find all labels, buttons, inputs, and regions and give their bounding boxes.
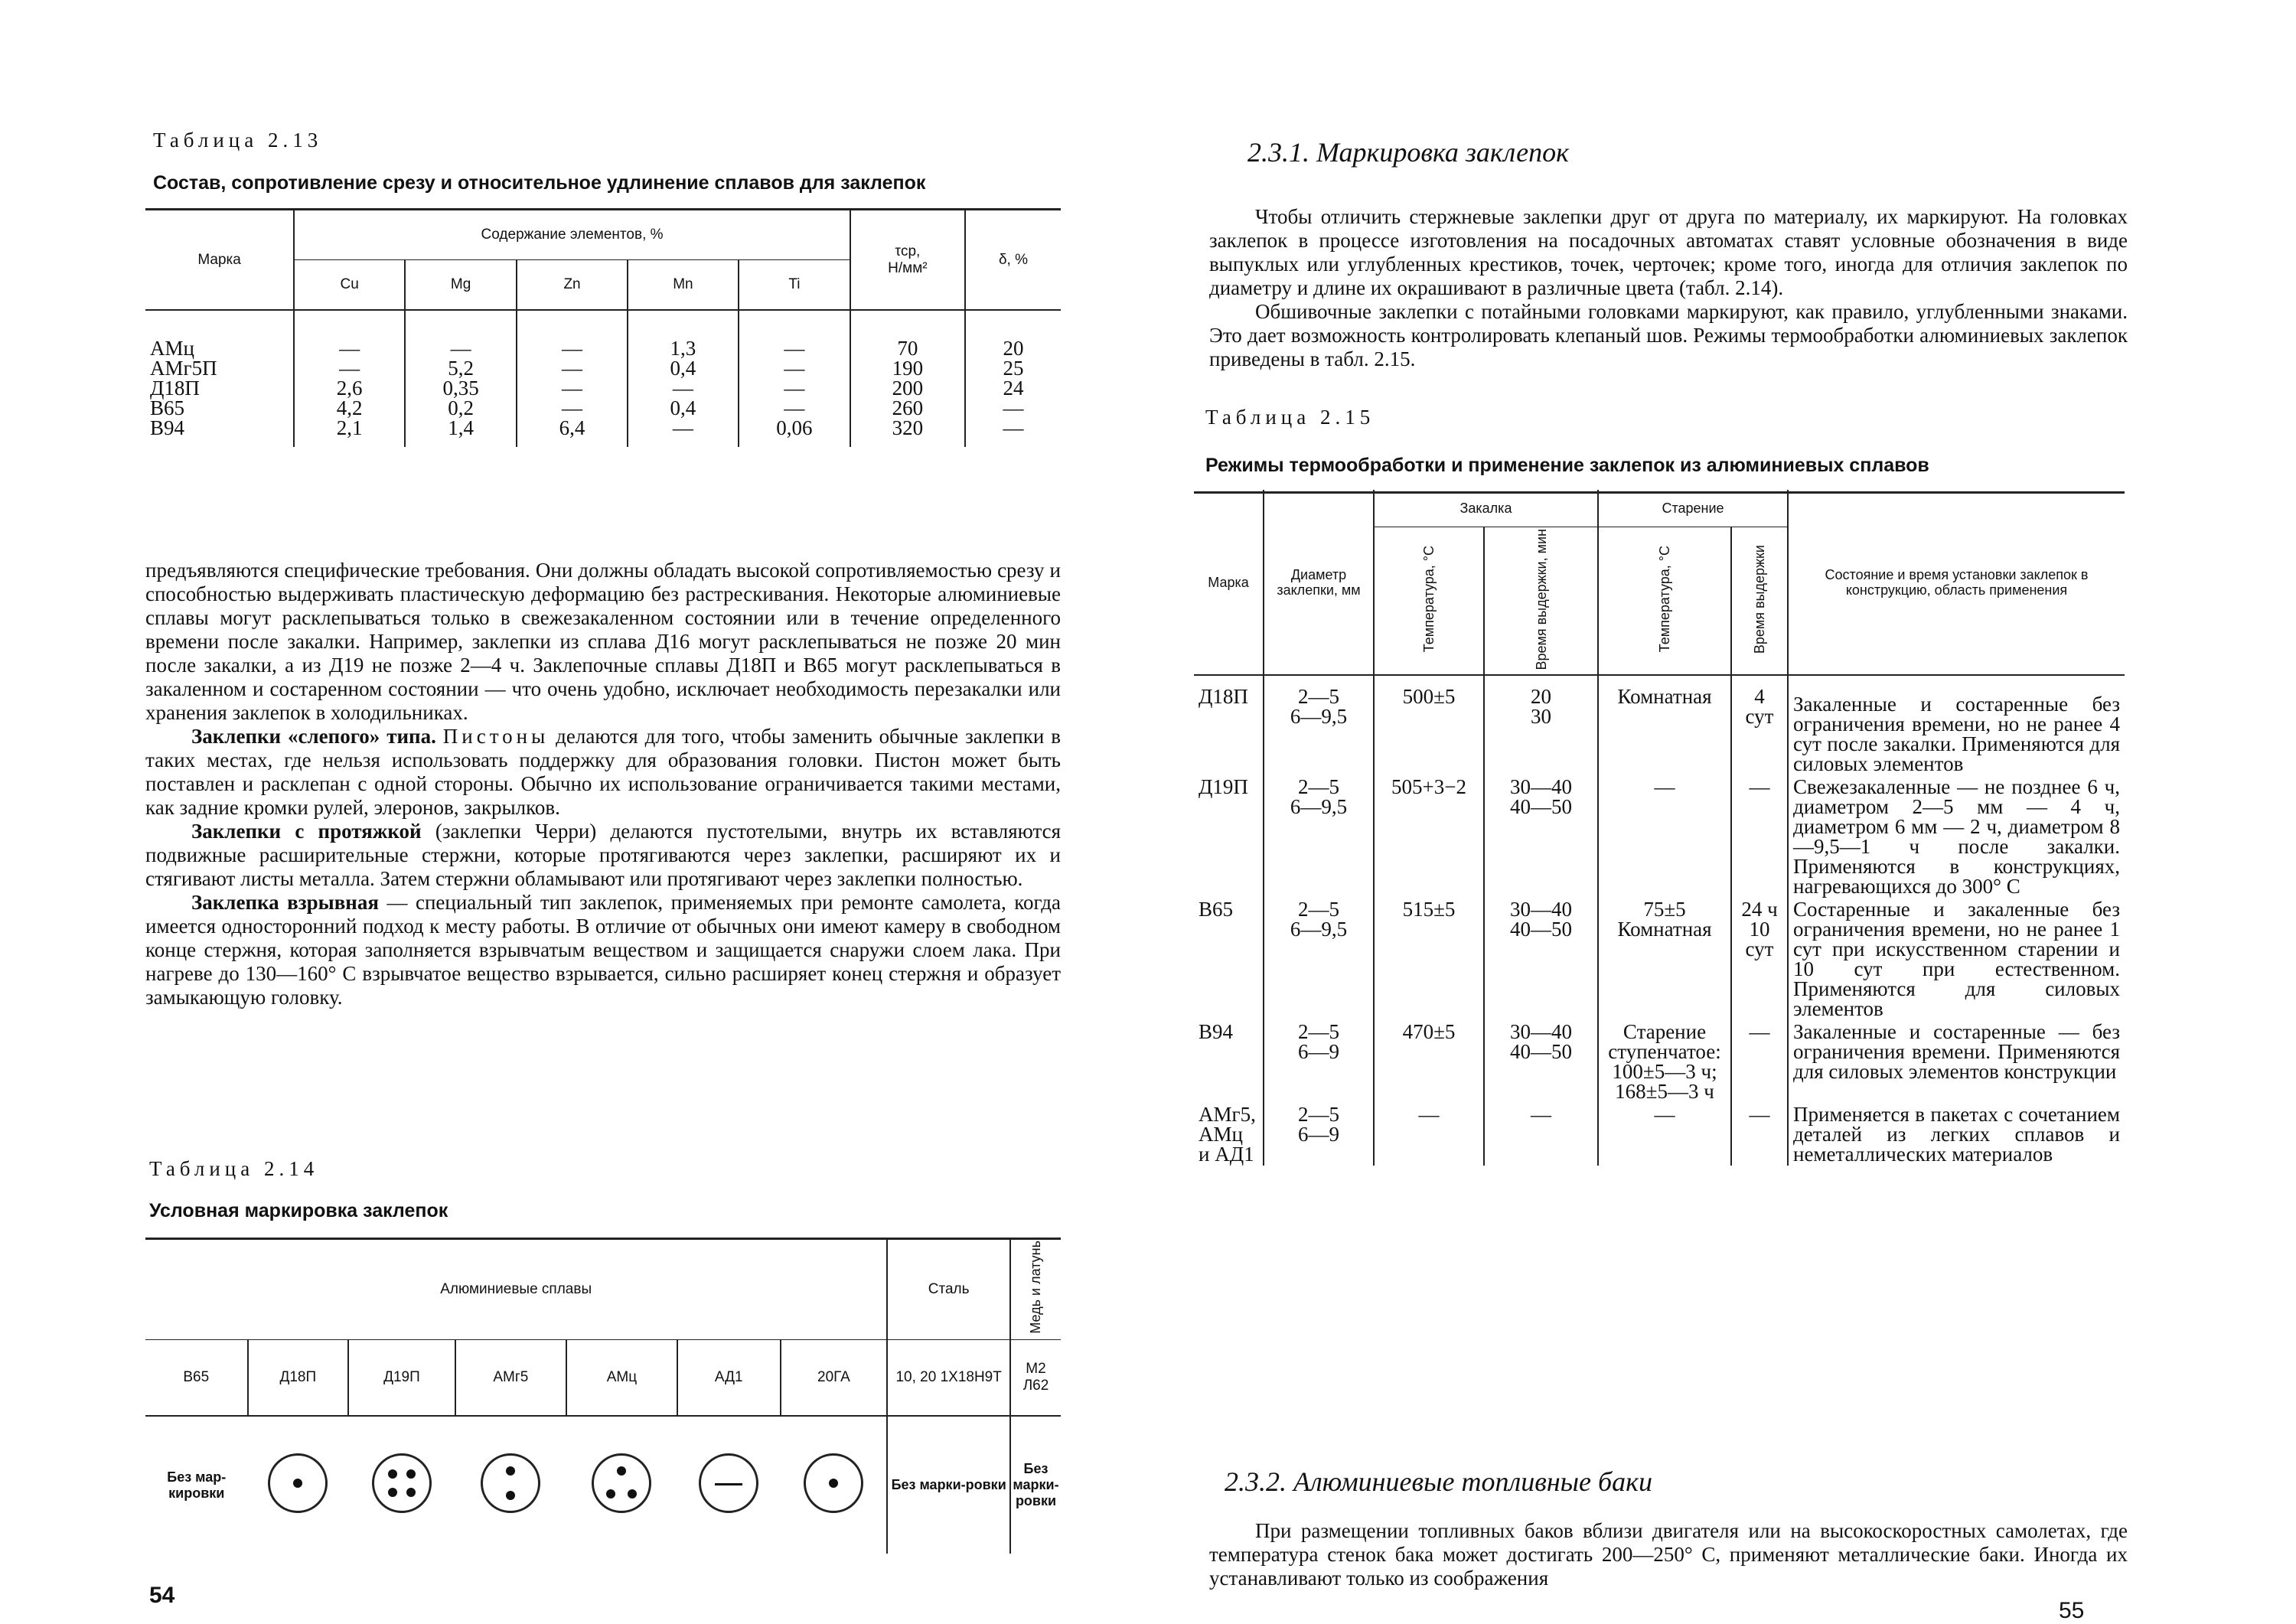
paragraph-text: — специальный тип заклепок, применяемых при ремонте самолета, когда имеется односторонний подход к месту работы. В отличие от обычных они имеют камеру в свободном конце стержня, которая заполняется взрывчатым веществом и защищается снаружи слоем лака. При нагреве до 130—160° С взрывчатое вещество взрывается, сильно расширяет конец стержня и образует замыкающую головку. [145,891,1062,1009]
cell-time: 30—40 40—50 [1484,775,1598,898]
cell-diam: 2—5 6—9,5 [1264,898,1374,1020]
paragraph: Обшивочные заклепки с потайными головками маркируют, как правило, углубленными знаками. Это дает возможность контролировать клепаный шов. Режимы термообработки алюминиевых заклепок приведены в табл. 2.15. [1209,300,2128,370]
cell-time2: — [1731,775,1788,898]
symbol-cell [566,1416,677,1554]
one-dot-icon [804,1453,863,1513]
cell-temp2: 75±5 Комнатная [1598,898,1731,1020]
table-row [1194,675,2125,775]
header-ti: Ti [739,260,850,311]
cell-marka: В94 [1199,1020,1234,1044]
paragraph [145,891,1061,1009]
cell-diam: 2—5 6—9 [1264,1020,1374,1103]
table-2-15 [1194,490,2125,1166]
mark-b65: В65 [183,1368,210,1385]
section-heading: 2.3.1. Маркировка заклепок [1247,137,1569,168]
table-row [1194,1103,2125,1166]
cell-time: 20 30 [1484,675,1598,775]
mark-20ga: 20ГА [781,1339,888,1416]
mark-cu: М2 Л62 [1010,1339,1061,1416]
table-2-13 [145,210,1061,447]
left-page [145,0,1064,1624]
four-dots-icon [372,1453,432,1513]
header-diam: Диаметр заклепки, мм [1264,490,1374,675]
col-mn: 1,3 0,4 — 0,4 — [628,310,739,447]
table-row [1194,775,2125,898]
cell-time2: — [1731,1103,1788,1166]
cell-temp2: Комнатная [1598,675,1731,775]
one-dot-icon [268,1453,328,1513]
header-time2-text: Время выдержки [1752,544,1767,654]
header-content: Содержание элементов, % [294,210,850,260]
cell-state: Закаленные и состаренные без ограничения времени, но не ранее 4 сут после закалки. Применяются для силовых элементов [1788,675,2125,775]
paragraph: При размещении топливных баков вблизи двигателя или на высокоскоростных самолетах, где температура стенок бака может достигать 200—250° С, применяют металлические баки. Иногда их устанавливают только из соображения [1209,1519,2128,1590]
table-2-14-caption: Таблица 2.14 [149,1157,319,1180]
mark-d19p: Д19П [348,1339,455,1416]
cell-state: Применяется в пакетах с сочетанием деталей из легких сплавов и неметаллических материалов [1788,1103,2125,1166]
right-page [1194,0,2128,1624]
col-delta: 20 25 24 — — [965,310,1061,447]
mark-steel: 10, 20 1Х18Н9Т [887,1339,1010,1416]
table-row [1194,1020,2125,1103]
cell-marka: АМг5, АМц и АД1 [1199,1103,1256,1166]
table-2-14 [145,1240,1061,1554]
header-zn: Zn [517,260,628,311]
header-zakalka: Закалка [1374,490,1598,527]
page-number: 55 [2059,1598,2085,1623]
header-time [1484,527,1598,675]
header-cu: Cu [294,260,405,311]
cell-temp: 470±5 [1374,1020,1484,1103]
table-2-15-caption: Таблица 2.15 [1205,406,1375,429]
header-tau [850,210,965,310]
cell-time: 30—40 40—50 [1484,898,1598,1020]
symbol-cell [455,1416,566,1554]
col-zn: — — — — 6,4 [517,310,628,447]
cell-marka: В65 [1199,898,1234,921]
header-mn: Mn [628,260,739,311]
header-temp [1374,527,1484,675]
table-row [1194,898,2125,1020]
header-time2 [1731,527,1788,675]
cell-state: Свежезакаленные — не позднее 6 ч, диаметром 2—5 мм — 4 ч, диаметром 6 мм — 2 ч, диаметром 8—9,5—1 ч после закалки. Применяются в конструкциях, нагревающихся до 300° С [1788,775,2125,898]
header-steel: Сталь [887,1240,1010,1339]
table-2-13-caption: Таблица 2.13 [153,129,323,152]
cell-state: Состаренные и закаленные без ограничения времени, но не ранее 1 сут при искусственном старении и 10 сут при естественном. Применяются для силовых элементов [1788,898,2125,1020]
cell-time2: 4 сут [1731,675,1788,775]
symbol-cell [677,1416,781,1554]
header-starenie: Старение [1598,490,1788,527]
cell-marka: Д19П [1199,775,1248,799]
cell-time: 30—40 40—50 [1484,1020,1598,1103]
paragraph-text: делаются для того, чтобы заменить обычные заклепки в таких местах, где нельзя использовать поддержку для образования головки. Пистон может быть поставлен и расклепан с одной стороны. Обычно их использование ограничивается такими местами, как задние кромки рулей, элеронов, закрылков. [145,725,1062,819]
col-tau: 70 190 200 260 320 [850,310,965,447]
cell-diam: 2—5 6—9,5 [1264,675,1374,775]
mark-ad1: АД1 [677,1339,781,1416]
col-ti: — — — — 0,06 [739,310,850,447]
dash-icon [699,1453,758,1513]
cell-temp: 515±5 [1374,898,1484,1020]
header-temp2 [1598,527,1731,675]
header-mg: Mg [405,260,517,311]
cell-temp2: Старение ступенчатое: 100±5—3 ч; 168±5—3 ч [1598,1020,1731,1103]
cell-time2: — [1731,1020,1788,1103]
cell-state: Закаленные и состаренные — без ограничения времени. Применяются для силовых элементов конструкции [1788,1020,2125,1103]
header-al: Алюминиевые сплавы [440,1280,592,1297]
cell-temp: 500±5 [1374,675,1484,775]
page-number: 54 [149,1583,175,1608]
cell-temp2: — [1598,775,1731,898]
header-marka: Марка [1194,490,1264,675]
paragraph [145,725,1061,820]
mark-amg5: АМг5 [455,1339,566,1416]
paragraph-text: (заклепки Черри) делаются пустотелыми, внутрь их вставляются подвижные расширительные стержни, которые протягиваются через заклепки, расширяют их и стягивают листы металла. Затем стержни обламывают или протягивают через заклепки полностью. [145,820,1062,890]
run-heading: Заклепки с протяжкой [191,820,422,843]
symbol-cell [781,1416,888,1554]
cell-temp: — [1374,1103,1484,1166]
header-delta: δ, % [965,210,1061,310]
left-body-text [145,559,1061,1009]
header-tau-unit: Н/мм² [888,259,928,276]
table-2-15-title: Режимы термообработки и применение заклепок из алюминиевых сплавов [1205,455,1929,476]
two-dots-icon [481,1453,540,1513]
symbol-cell [248,1416,348,1554]
cell-diam: 2—5 6—9 [1264,1103,1374,1166]
cell-temp: 505+3−2 [1374,775,1484,898]
three-dots-icon [592,1453,651,1513]
cell-temp2: — [1598,1103,1731,1166]
cell-time2: 24 ч 10 сут [1731,898,1788,1020]
cell-diam: 2—5 6—9,5 [1264,775,1374,898]
header-cu-text: Медь и латунь [1028,1241,1043,1334]
mark-amc: АМц [566,1339,677,1416]
no-mark-cu: Без марки-ровки [1010,1416,1061,1554]
header-temp-text: Температура, °С [1421,546,1437,653]
paragraph: предъявляются специфические требования. Они должны обладать высокой сопротивляемостью срезу и способностью выдерживать пластическую деформацию без растрескивания. Некоторые алюминиевые сплавы могут расклепываться только в свежезакаленном состоянии или в течение определенного времени после закалки. Например, заклепки из сплава Д16 могут расклепываться не позже 20 мин после закалки, а из Д19 не позже 2—4 ч. Заклепочные сплавы Д18П и В65 могут расклепываться в закаленном и состаренном состоянии — что очень удобно, исключает необходимость перезакалки или хранения заклепок в холодильниках. [145,559,1061,724]
section-heading: 2.3.2. Алюминиевые топливные баки [1225,1466,1652,1497]
right-body-text [1209,205,2128,371]
table-2-13-title: Состав, сопротивление срезу и относительное удлинение сплавов для заклепок [153,172,926,194]
header-state: Состояние и время установки заклепок в конструкцию, область применения [1788,490,2125,675]
run-heading: Заклепка взрывная [191,891,379,914]
no-mark-al: Без мар-кировки [167,1469,227,1501]
col-cu: — — 2,6 4,2 2,1 [294,310,405,447]
cell-marka: Д18П [1199,685,1248,709]
table-2-14-title: Условная маркировка заклепок [149,1200,448,1221]
col-marka: АМц АМг5П Д18П В65 В94 [150,337,217,439]
header-temp2-text: Температура, °С [1657,546,1672,653]
mark-d18p: Д18П [248,1339,348,1416]
col-mg: — 5,2 0,35 0,2 1,4 [405,310,517,447]
header-tau-label: τср, [895,243,921,259]
paragraph: Чтобы отличить стержневые заклепки друг от друга по материалу, их маркируют. На головках заклепок в процессе изготовления на посадочных автоматах ставят условные обозначения в виде выпуклых или углубленных крестиков, точек, черточек; кроме того, иногда для отличия заклепок по диаметру и длине их окрашивают в различные цвета (табл. 2.14). [1209,205,2128,299]
run-heading: Заклепки «слепого» типа. [191,725,436,748]
cell-time: — [1484,1103,1598,1166]
right-body-text-bottom [1209,1519,2128,1590]
header-marka: Марка [145,210,294,310]
no-mark-steel: Без марки-ровки [887,1416,1010,1554]
header-cu [1010,1240,1061,1339]
paragraph [145,820,1061,891]
spaced-term: Пистоны [442,725,550,748]
header-time-text: Время выдержки, мин [1533,528,1549,670]
symbol-cell [348,1416,455,1554]
